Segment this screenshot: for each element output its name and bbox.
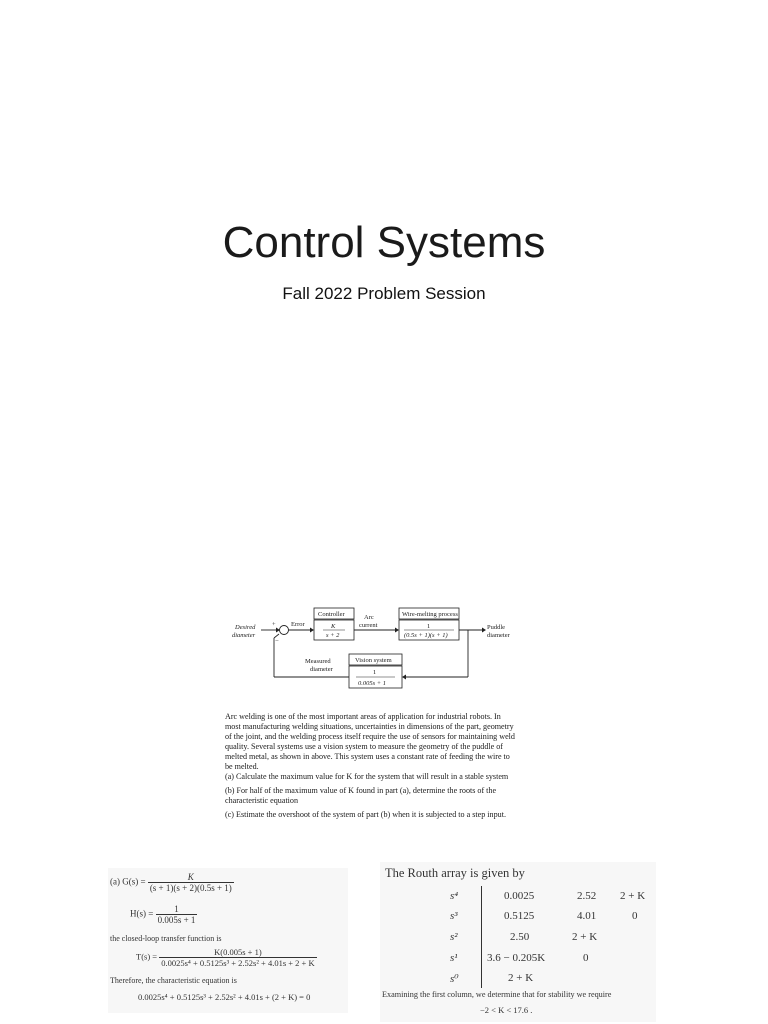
label-puddle: Puddle	[487, 624, 506, 631]
problem-part-c: (c) Estimate the overshoot of the system of part (b) when it is subjected to a step input.	[225, 810, 506, 819]
char-eq-text: Therefore, the characteristic equation is	[110, 976, 237, 985]
routh-cell: 3.6 − 0.205K	[487, 952, 546, 964]
label-measured-2: diameter	[310, 666, 333, 673]
routh-cell: 0	[583, 952, 589, 964]
feedback-arrow-vision	[402, 675, 406, 680]
routh-power: s⁴	[450, 890, 459, 902]
g-den: (s + 1)(s + 2)(0.5s + 1)	[149, 883, 232, 893]
h-equation	[130, 904, 197, 925]
routh-cell: 2 + K	[508, 972, 534, 984]
controller-num: K	[331, 623, 336, 630]
process-den: (0.5s + 1)(s + 1)	[404, 632, 448, 639]
routh-cell: 2 + K	[572, 931, 598, 943]
label-puddle-2: diameter	[487, 632, 510, 639]
process-num: 1	[427, 623, 431, 630]
controller-den: s + 2	[326, 632, 340, 639]
arc-arrow	[395, 628, 399, 633]
stability-range: −2 < K < 17.6 .	[480, 1005, 533, 1015]
g-equation	[110, 872, 234, 893]
h-num: 1	[174, 904, 179, 914]
routh-array-section	[380, 862, 656, 1022]
vision-den: 0.005s + 1	[358, 680, 387, 687]
label-error: Error	[291, 621, 305, 628]
vision-title: Vision system	[355, 657, 392, 664]
vision-num: 1	[373, 669, 377, 676]
routh-power: s⁰	[450, 973, 459, 985]
label-desired: Desired	[235, 624, 256, 631]
label-desired-2: diameter	[232, 632, 256, 639]
solution-transfer-functions	[108, 868, 348, 1013]
problem-part-a: (a) Calculate the maximum value for K for the system that will result in a stable system	[225, 772, 509, 781]
routh-cell: 0.5125	[504, 910, 535, 922]
label-measured: Measured	[305, 658, 331, 665]
h-fraction	[156, 904, 198, 925]
g-label: (a) G(s) =	[110, 876, 146, 887]
routh-row	[380, 952, 656, 970]
routh-power: s¹	[450, 952, 458, 964]
t-equation	[136, 947, 317, 968]
char-equation: 0.0025s⁴ + 0.5125s³ + 2.52s² + 4.01s + (2 + K) = 0	[138, 992, 311, 1002]
routh-cell: 4.01	[577, 910, 597, 922]
routh-cell: 2.50	[510, 931, 530, 943]
routh-note: Examining the first column, we determine that for stability we require	[382, 990, 612, 999]
summing-junction	[280, 626, 289, 635]
slide-title: Control Systems	[222, 218, 546, 267]
routh-cell: 2 + K	[620, 890, 646, 902]
minus-sign: −	[275, 638, 279, 645]
problem-statement	[225, 712, 515, 824]
routh-row	[380, 931, 656, 949]
routh-row	[380, 972, 656, 990]
h-label: H(s) =	[130, 908, 154, 919]
t-label: T(s) =	[136, 951, 158, 962]
routh-cell: 2.52	[577, 890, 597, 902]
routh-power: s²	[450, 931, 458, 943]
label-arc-2: current	[359, 622, 378, 629]
t-fraction	[159, 947, 316, 968]
error-arrow	[310, 628, 314, 633]
slide-subtitle: Fall 2022 Problem Session	[282, 284, 486, 303]
routh-cell: 0.0025	[504, 890, 535, 902]
t-num: K(0.005s + 1)	[214, 947, 262, 957]
routh-heading: The Routh array is given by	[385, 866, 525, 880]
output-arrow	[482, 628, 486, 633]
routh-row	[380, 890, 656, 908]
controller-title: Controller	[318, 611, 345, 618]
block-diagram	[228, 600, 518, 695]
routh-cell: 0	[632, 910, 638, 922]
g-num: K	[187, 872, 194, 882]
problem-intro: Arc welding is one of the most important areas of application for industrial robots. In most manufacturing welding situations, uncertainties in dimensions of the part, geometry of the joint, and the welding process itself require the use of sensors for maintaining weld quality. Several systems use a vision system to measure the geometry of the puddle of melted metal, as shown in above. This system uses a constant rate of feeding the wire to be melted.	[225, 712, 515, 771]
g-fraction	[148, 872, 234, 893]
label-arc: Arc	[364, 614, 374, 621]
plus-sign: +	[272, 621, 276, 628]
routh-power: s³	[450, 910, 458, 922]
process-title: Wire-melting process	[402, 611, 458, 618]
t-den: 0.0025s⁴ + 0.5125s³ + 2.52s² + 4.01s + 2 + K	[161, 958, 315, 968]
problem-part-b: (b) For half of the maximum value of K found in part (a), determine the roots of the characteristic equation	[225, 786, 497, 805]
closed-loop-text: the closed-loop transfer function is	[110, 934, 222, 943]
h-den: 0.005s + 1	[157, 915, 196, 925]
routh-row	[380, 910, 656, 928]
